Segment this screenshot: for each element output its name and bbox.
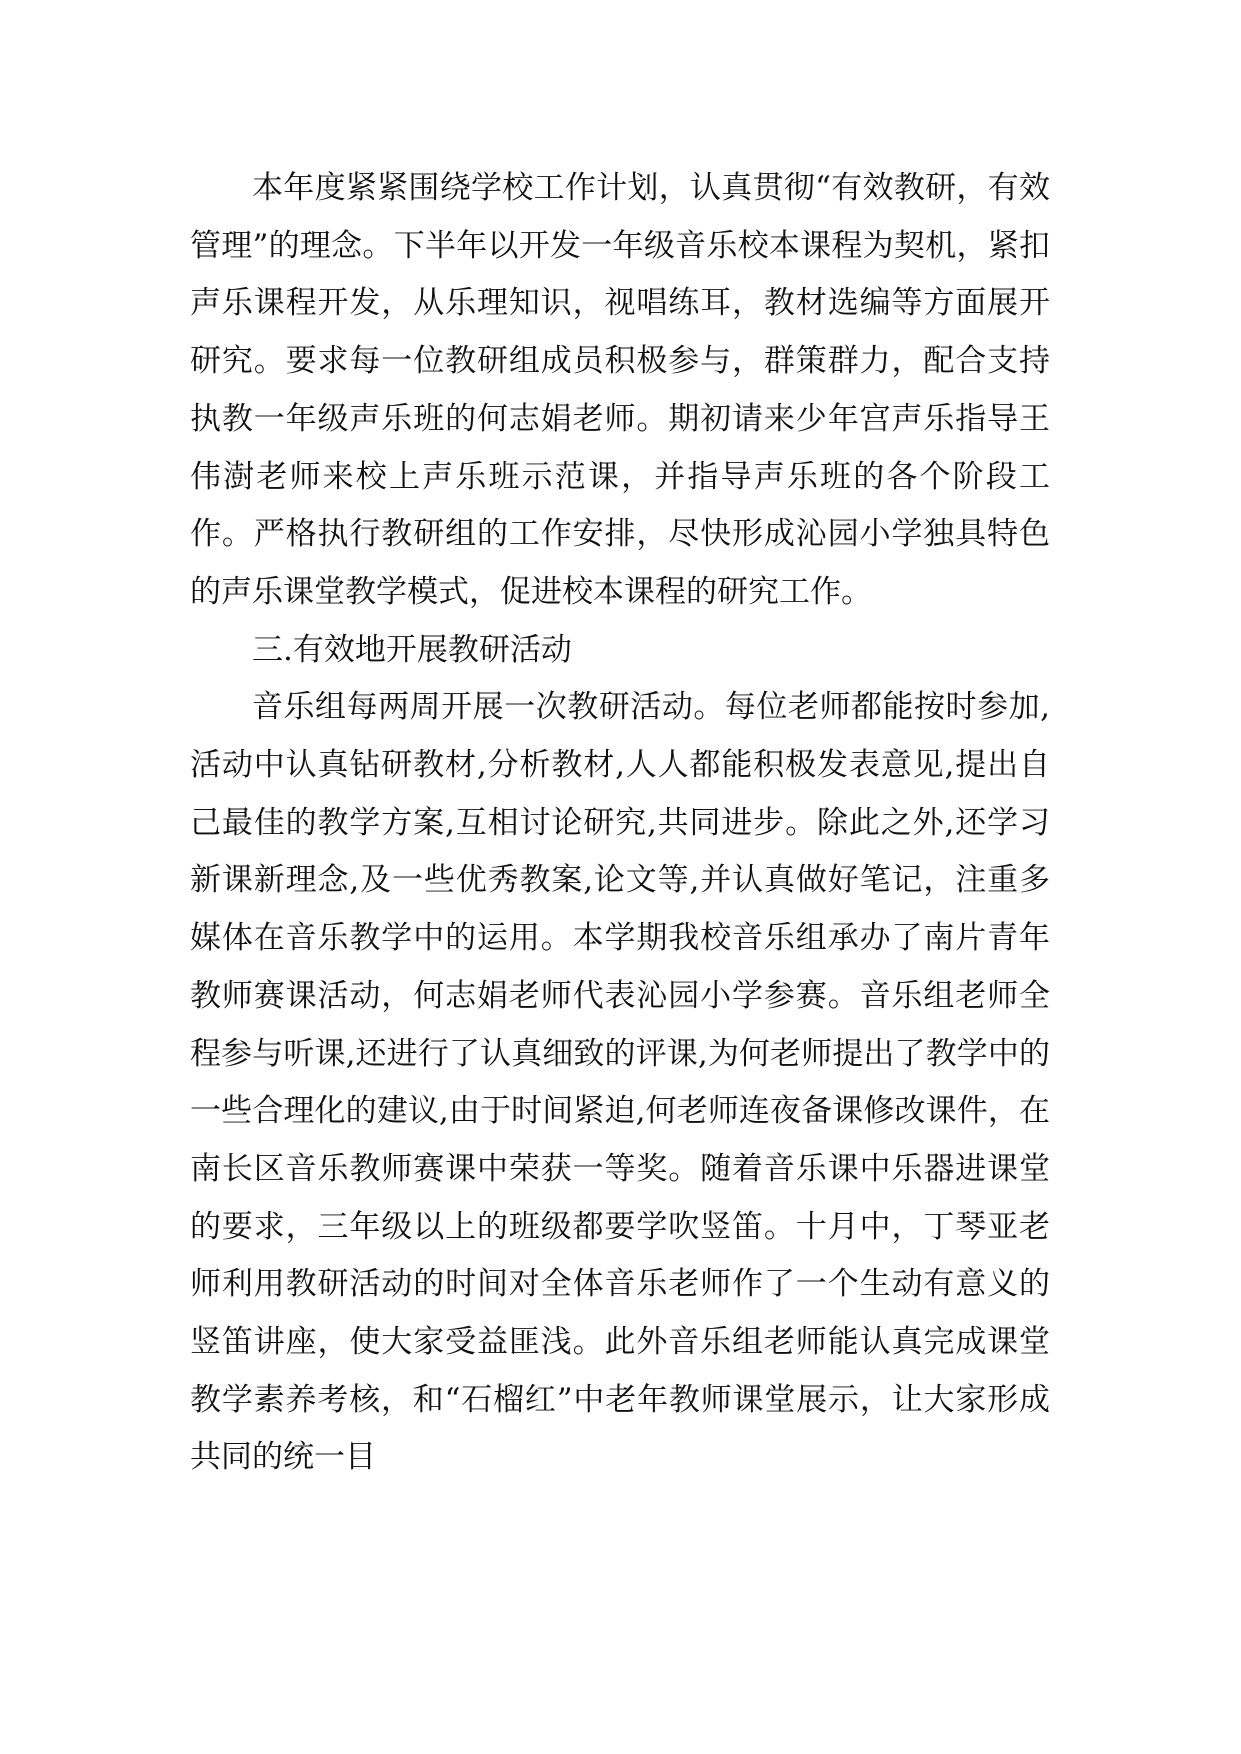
document-body <box>190 160 1050 1487</box>
paragraph-research-activities: 音乐组每两周开展一次教研活动。每位老师都能按时参加,活动中认真钻研教材,分析教材,人人都能积极发表意见,提出自己最佳的教学方案,互相讨论研究,共同进步。除此之外,还学习新课新理念,及一些优秀教案,论文等,并认真做好笔记，注重多媒体在音乐教学中的运用。本学期我校音乐组承办了南片青年教师赛课活动，何志娟老师代表沁园小学参赛。音乐组老师全程参与听课,还进行了认真细致的评课,为何老师提出了教学中的一些合理化的建议,由于时间紧迫,何老师连夜备课修改课件，在南长区音乐教师赛课中荣获一等奖。随着音乐课中乐器进课堂的要求，三年级以上的班级都要学吹竖笛。十月中，丁琴亚老师利用教研活动的时间对全体音乐老师作了一个生动有意义的竖笛讲座，使大家受益匪浅。此外音乐组老师能认真完成课堂教学素养考核，和“石榴红”中老年教师课堂展示，让大家形成共同的统一目 <box>190 689 1050 1476</box>
section-heading-three: 三.有效地开展教研活动 <box>252 631 572 668</box>
paragraph-teaching-research-plan: 本年度紧紧围绕学校工作计划，认真贯彻“有效教研，有效管理”的理念。下半年以开发一年级音乐校本课程为契机，紧扣声乐课程开发，从乐理知识，视唱练耳，教材选编等方面展开研究。要求每一位教研组成员积极参与，群策群力，配合支持执教一年级声乐班的何志娟老师。期初请来少年宫声乐指导王伟澍老师来校上声乐班示范课，并指导声乐班的各个阶段工作。严格执行教研组的工作安排，尽快形成沁园小学独具特色的声乐课堂教学模式，促进校本课程的研究工作。 <box>190 170 1050 610</box>
